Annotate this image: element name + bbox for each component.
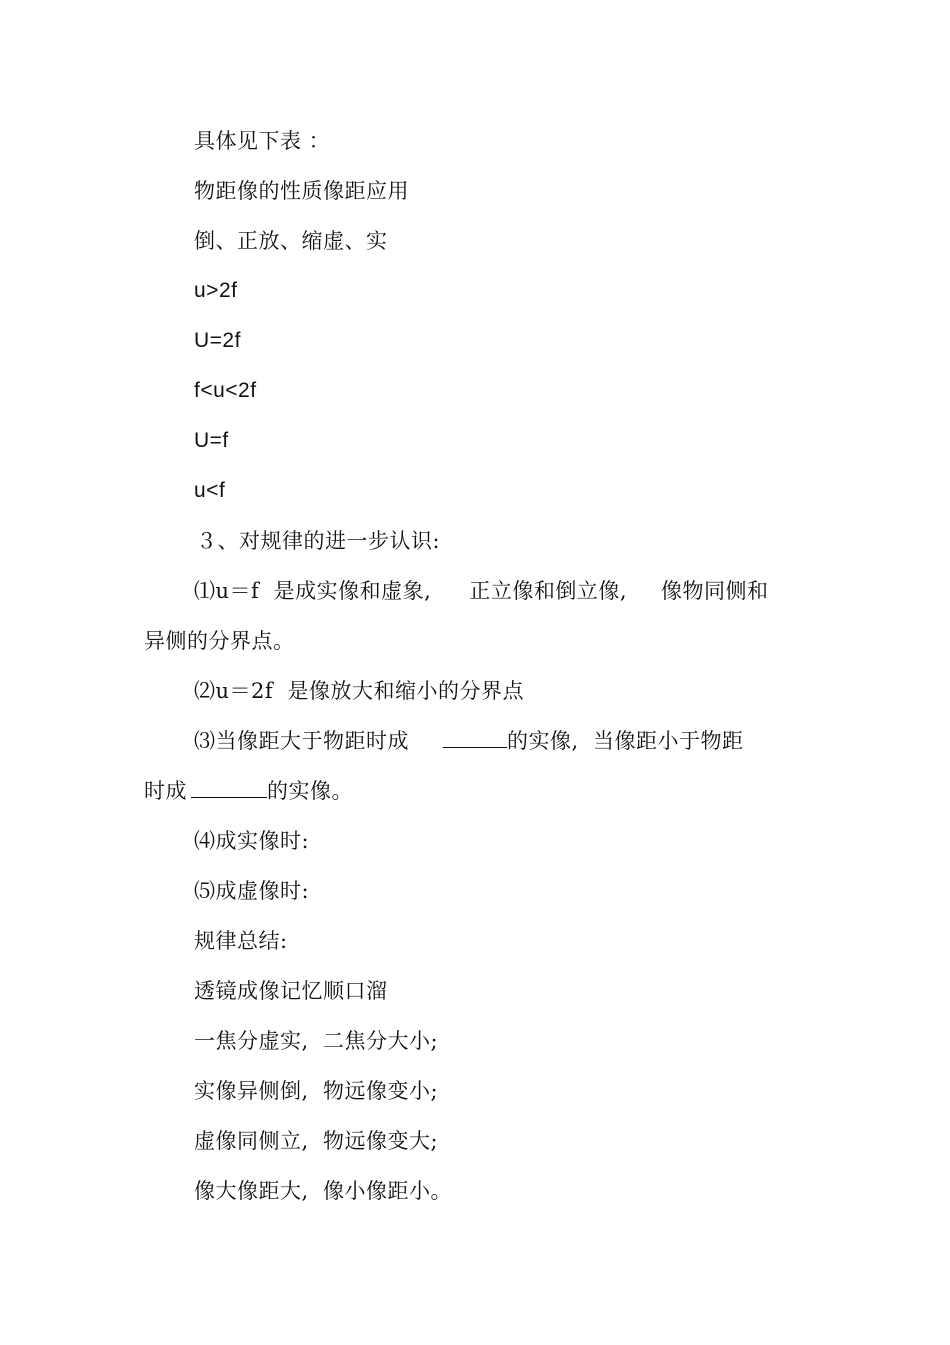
- point3-suffix: 的实像, 当像距小于物距: [507, 729, 744, 753]
- point1-continuation: 异侧的分界点。: [144, 629, 295, 653]
- mnemonic-title: 透镜成像记忆顺口溜: [194, 979, 388, 1003]
- point3-continuation-prefix: 时成: [144, 779, 187, 803]
- condition-u-gt-2f: u>2f: [194, 279, 238, 302]
- intro-text: 具体见下表 ：: [194, 129, 331, 153]
- mnemonic-line-1: 一焦分虚实, 二焦分大小;: [194, 1029, 439, 1053]
- point1-line: [194, 577, 769, 605]
- condition-u-lt-f: u<f: [194, 479, 226, 502]
- point3-line: [194, 727, 744, 755]
- point5-line: ⑸成虚像时:: [194, 879, 310, 903]
- point3-continuation-suffix: 的实像。: [267, 779, 353, 803]
- point3-blank-2[interactable]: [191, 777, 267, 798]
- table-property-row: 倒、正放、缩虚、实: [194, 229, 388, 253]
- point1-prefix: ⑴u＝f 是成实像和虚象,: [194, 579, 432, 603]
- point3-blank-1[interactable]: [443, 727, 507, 748]
- table-header: 物距像的性质像距应用: [194, 179, 409, 203]
- condition-u-eq-2f: U=2f: [194, 329, 241, 352]
- section3-heading: ３、对规律的进一步认识:: [196, 529, 441, 553]
- point1-middle: 正立像和倒立像,: [469, 579, 628, 603]
- point2-line: ⑵u＝2f 是像放大和缩小的分界点: [194, 679, 525, 703]
- point4-line: ⑷成实像时:: [194, 829, 310, 853]
- condition-u-eq-f: U=f: [194, 429, 229, 452]
- summary-heading: 规律总结:: [194, 929, 288, 953]
- point3-prefix: ⑶当像距大于物距时成: [194, 729, 409, 753]
- mnemonic-line-4: 像大像距大, 像小像距小。: [194, 1179, 453, 1203]
- mnemonic-line-2: 实像异侧倒, 物远像变小;: [194, 1079, 439, 1103]
- condition-f-lt-u-lt-2f: f<u<2f: [194, 379, 257, 402]
- mnemonic-line-3: 虚像同侧立, 物远像变大;: [194, 1129, 439, 1153]
- point1-suffix: 像物同侧和: [661, 579, 769, 603]
- point3-continuation: [144, 777, 353, 805]
